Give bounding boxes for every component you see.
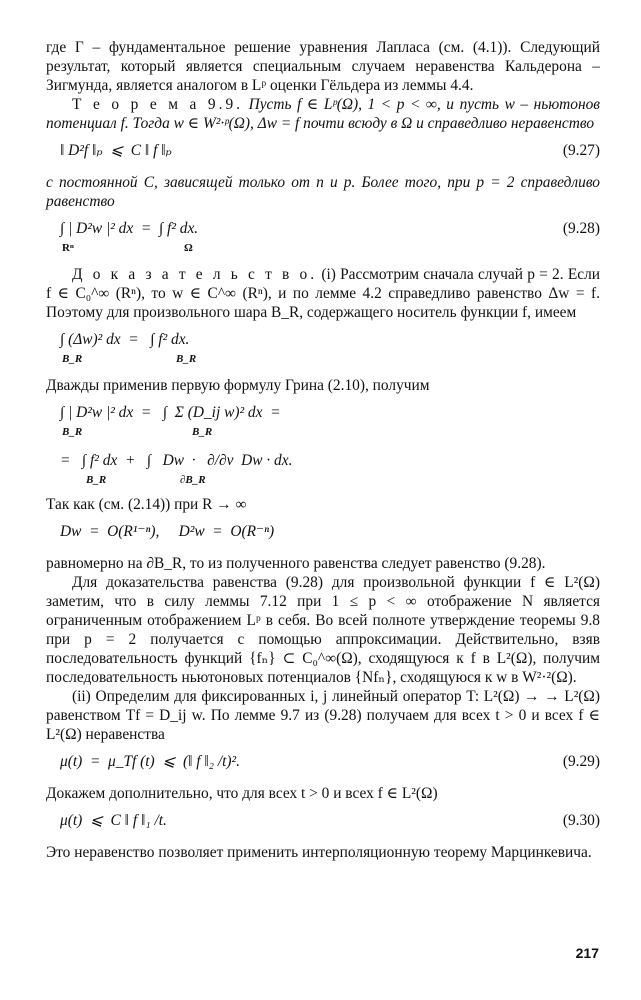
equation-9-27-number: (9.27) — [562, 142, 600, 159]
display-laplacian-body: ∫ (Δw)² dx = ∫ f² dx. — [60, 331, 190, 348]
display-laplacian-integral — [60, 326, 600, 368]
proof-heading: Д о к а з а т е л ь с т в о. — [72, 266, 318, 283]
conclusion-paragraph: Это неравенство позволяет применить интерполяционную теорему Марцинкевича. — [46, 844, 592, 861]
equation-9-28 — [60, 215, 600, 257]
equation-9-28-number: (9.28) — [562, 220, 600, 237]
display-green-2-domain-2: ∂B_R — [180, 474, 206, 486]
equation-9-29 — [60, 748, 600, 778]
green-formula-paragraph: Дважды применив первую формулу Грина (2.10), получим — [46, 377, 430, 394]
constant-remark: с постоянной C, зависящей только от n и p. Более того, при p = 2 справедливо равенство — [46, 174, 600, 210]
equation-9-27-body: ‖ D²f ‖ₚ ⩽ C ‖ f ‖ₚ — [60, 142, 172, 159]
equation-9-28-domain-omega: Ω — [184, 242, 193, 254]
equation-9-29-body: μ(t) = μ_Tf (t) ⩽ (‖ f ‖₂ /t)². — [60, 753, 241, 770]
display-asymptotics — [60, 518, 600, 548]
equation-9-30 — [60, 807, 600, 837]
display-green-1-body: ∫ | D²w |² dx = ∫ Σ (D_ij w)² dx = — [60, 404, 281, 421]
additional-claim-paragraph: Докажем дополнительно, что для всех t > 0 и всех f ∈ L²(Ω) — [46, 785, 438, 802]
equation-9-27 — [60, 137, 600, 167]
part-ii-paragraph: (ii) Определим для фиксированных i, j линейный оператор T: L²(Ω) → → L²(Ω) равенством Tf = D_ij w. По лемме 9.7 из (9.28) получаем для всех t > 0 и всех f ∈ L²(Ω) неравенства — [46, 688, 600, 743]
display-laplacian-domain-2: B_R — [176, 353, 197, 365]
display-green-2-body: = ∫ f² dx + ∫ Dw · ∂/∂ν Dw · dx. — [60, 452, 293, 469]
page-number: 217 — [575, 945, 599, 961]
theorem-heading: Т е о р е м а 9.9. — [72, 96, 244, 113]
general-case-paragraph: Для доказательства равенства (9.28) для произвольной функции f ∈ L²(Ω) заметим, что в силу леммы 7.12 при 1 ≤ p < ∞ отображение N является ограниченным отображением Lᵖ в себя. Во всей полноте утверждение теоремы 9.8 при p = 2 получается с помощью аппроксимации. Действительно, взяв последовательность функций {fₙ} ⊂ C₀^∞(Ω), сходящуюся к f в L²(Ω), получим последовательность ньютоновых потенциалов {Nfₙ}, сходящуюся к w в W²·²(Ω). — [46, 574, 600, 686]
equation-9-30-body: μ(t) ⩽ C ‖ f ‖₁ /t. — [60, 812, 167, 829]
display-green-1 — [60, 399, 600, 441]
proof-paragraph — [46, 265, 600, 322]
display-green-2-domain-1: B_R — [86, 474, 107, 486]
intro-paragraph: где Γ – фундаментальное решение уравнения Лапласа (см. (4.1)). Следующий результат, который является специальным случаем неравенства Кальдерона – Зигмунда, является аналогом в Lᵖ оценки Гёльдера из леммы 4.4. — [46, 39, 600, 94]
equation-9-29-number: (9.29) — [562, 753, 600, 770]
proof-text: (i) Рассмотрим сначала случай p = 2. Если f ∈ C₀^∞ (Rⁿ), то w ∈ C^∞ (Rⁿ), и по лемме 4.2 справедливо равенство Δw = f. Поэтому для произвольного шара B_R, содержащего носитель функции f, имеем — [46, 266, 600, 321]
display-asymptotics-body: Dw = O(R¹⁻ⁿ), D²w = O(R⁻ⁿ) — [60, 523, 275, 540]
page-content — [46, 38, 600, 862]
display-green-1-domain-2: B_R — [192, 426, 213, 438]
asymptotic-paragraph: Так как (см. (2.14)) при R → ∞ — [46, 496, 247, 513]
equation-9-28-body: ∫ | D²w |² dx = ∫ f² dx. — [60, 220, 199, 237]
display-green-2 — [60, 447, 600, 489]
theorem-statement: Пусть f ∈ Lᵖ(Ω), 1 < p < ∞, и пусть w – ньютонов потенциал f. Тогда w ∈ W²·ᵖ(Ω), Δw = f почти всюду в Ω и справедливо неравенство — [46, 96, 600, 132]
theorem-9-9 — [46, 95, 600, 133]
uniform-paragraph: равномерно на ∂B_R, то из полученного равенства следует равенство (9.28). — [46, 555, 546, 572]
display-laplacian-domain-1: B_R — [62, 353, 83, 365]
equation-9-28-domain-rn: Rⁿ — [62, 242, 74, 254]
equation-9-30-number: (9.30) — [562, 812, 600, 829]
display-green-1-domain-1: B_R — [62, 426, 83, 438]
